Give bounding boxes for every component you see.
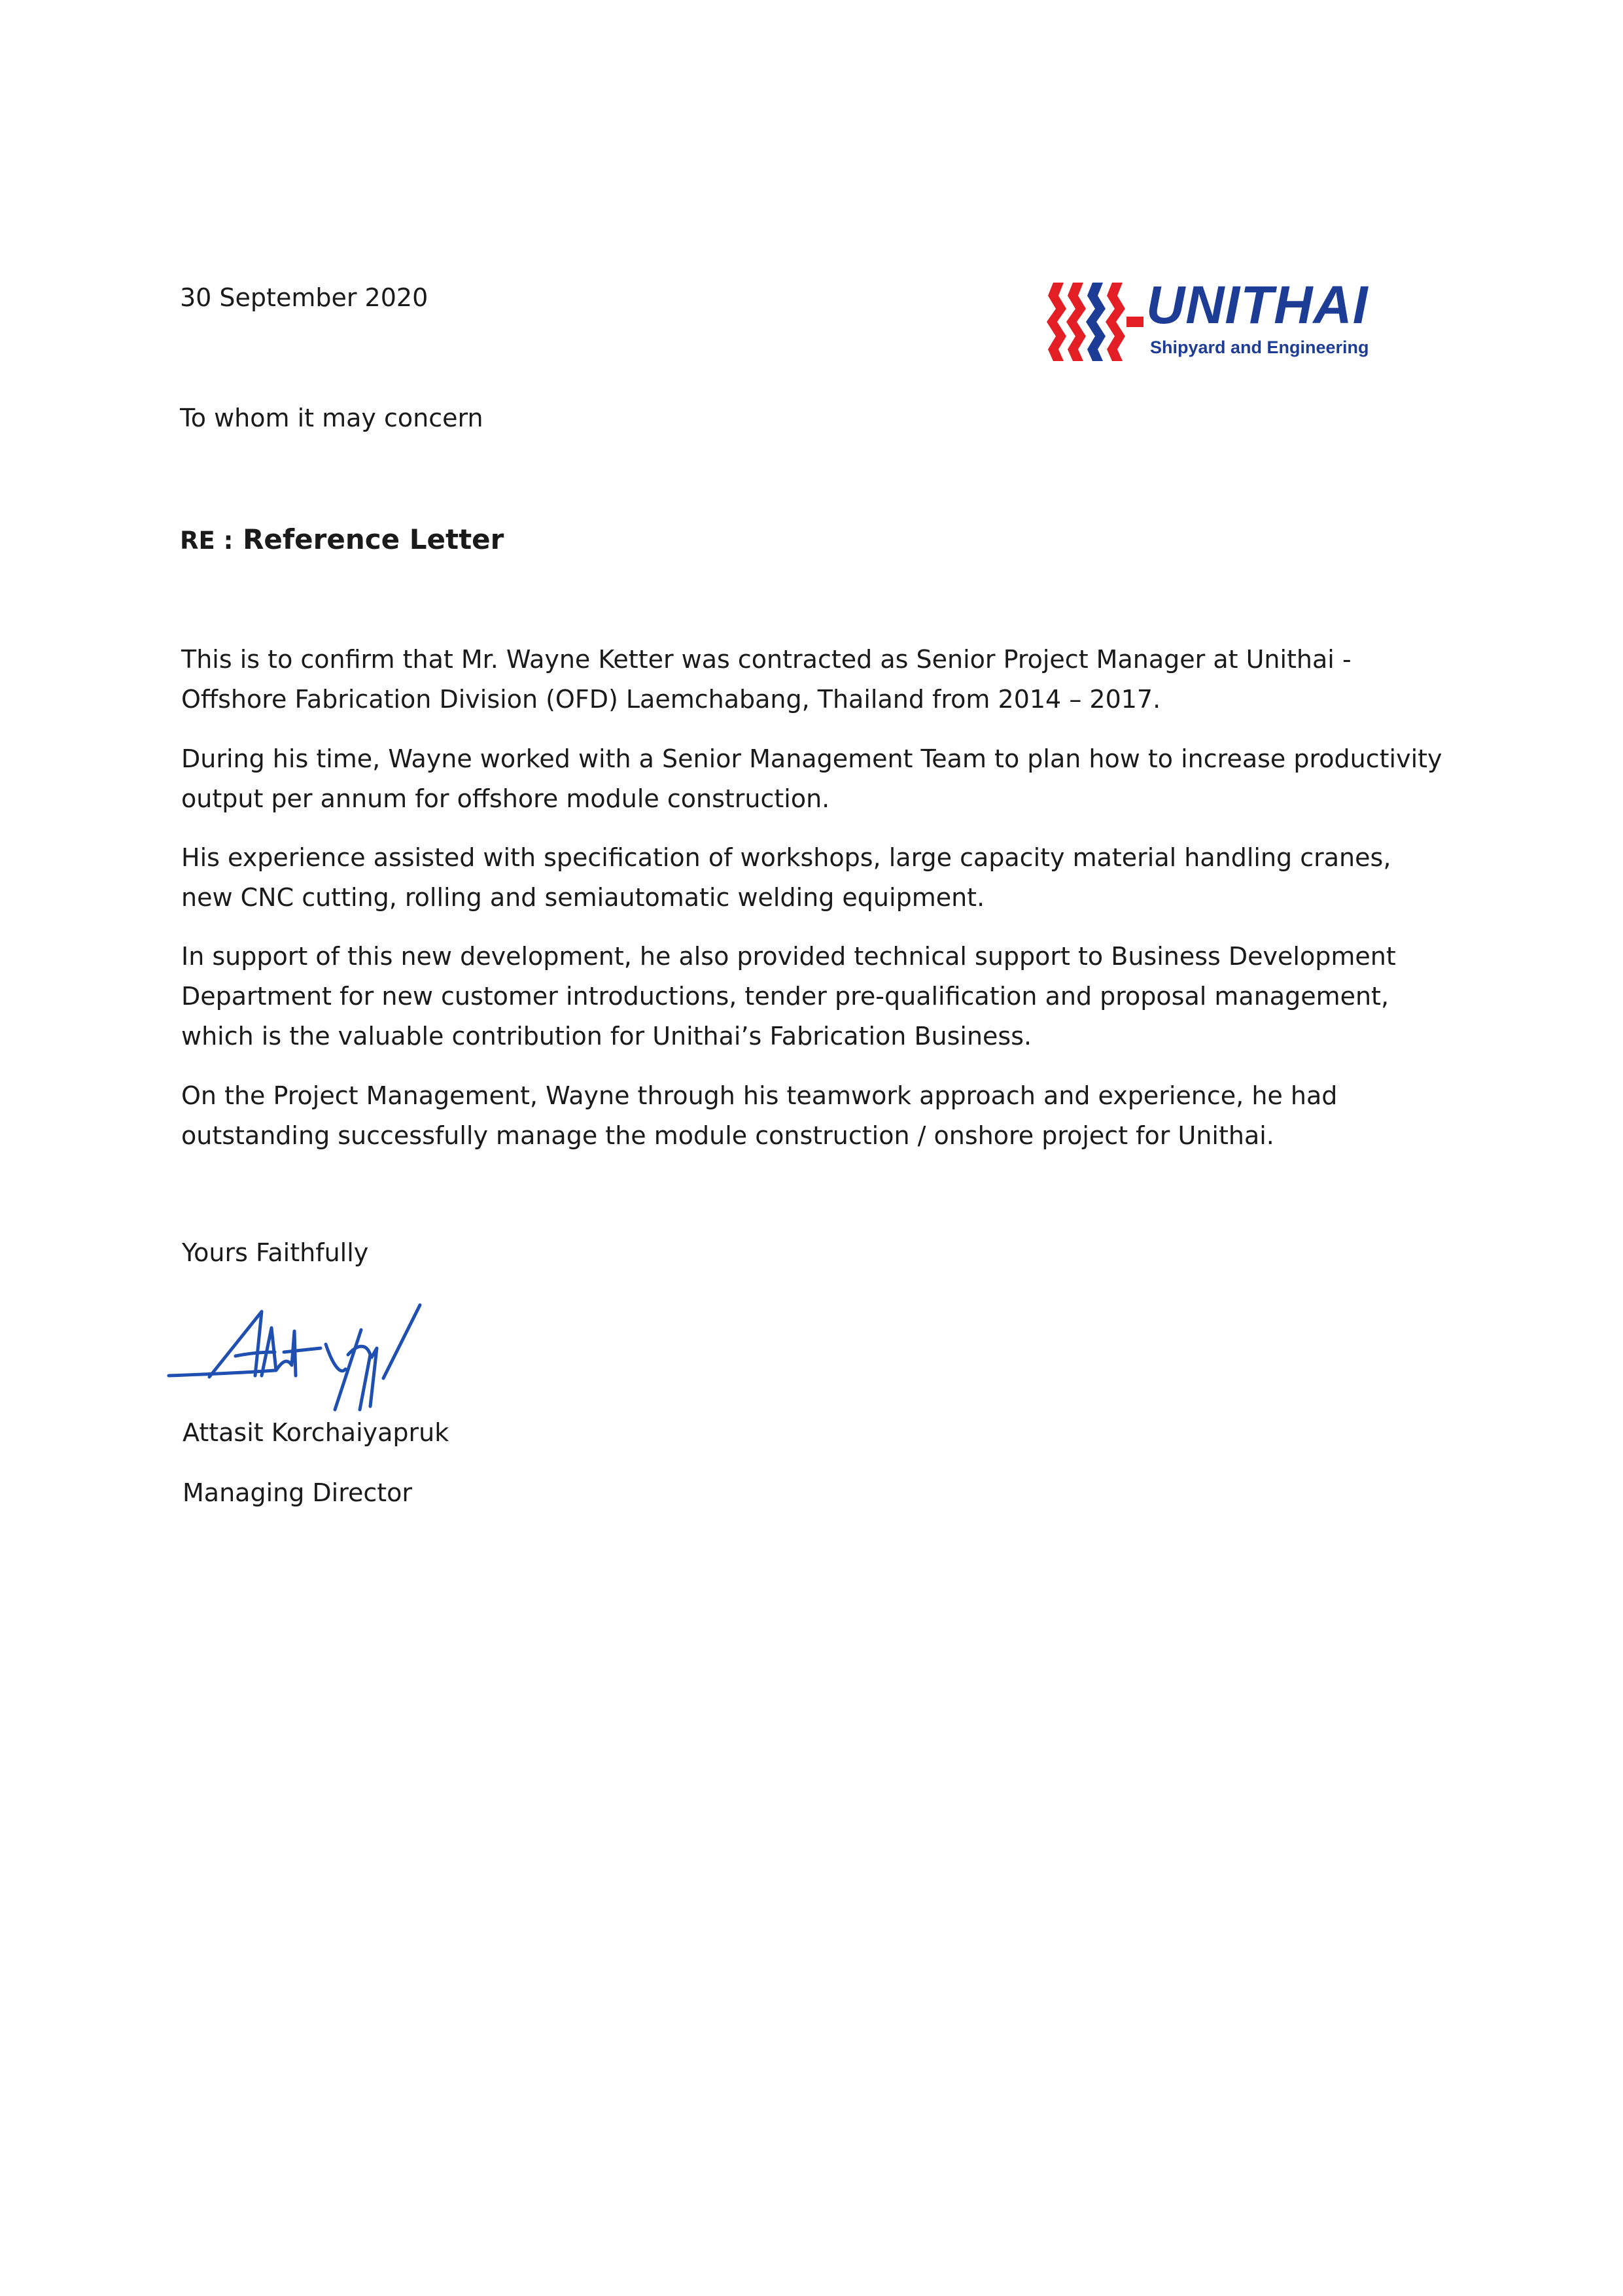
subject-prefix: RE : <box>180 527 234 555</box>
handwritten-signature <box>164 1292 478 1433</box>
body-paragraph: His experience assisted with specification of workshops, large capacity material handling cranes, new CNC cutting, rolling and semiautomatic welding equipment. <box>181 843 1391 912</box>
body-paragraph: On the Project Management, Wayne through his teamwork approach and experience, he had outstanding successfully manage the module construction / onshore project for Unithai. <box>181 1081 1338 1150</box>
company-logo <box>1047 273 1387 365</box>
salutation: To whom it may concern <box>180 404 483 432</box>
signer-name: Attasit Korchaiyapruk <box>183 1418 449 1447</box>
body-paragraph: In support of this new development, he also provided technical support to Business Development Department for new customer introductions, tender pre-qualification and proposal management, which is the valuable contribution for Unithai’s Fabrication Business. <box>181 942 1396 1051</box>
subject-line <box>180 523 504 555</box>
brand-name: UNITHAI <box>1146 275 1369 335</box>
body-paragraph: During his time, Wayne worked with a Senior Management Team to plan how to increase productivity output per annum for offshore module construction. <box>181 744 1442 813</box>
closing-line: Yours Faithfully <box>182 1238 369 1267</box>
brand-tagline: Shipyard and Engineering <box>1150 338 1369 357</box>
body-paragraph: This is to confirm that Mr. Wayne Ketter was contracted as Senior Project Manager at Unithai - Offshore Fabrication Division (OFD) Laemchabang, Thailand from 2014 – 2017. <box>181 645 1352 714</box>
subject-title: Reference Letter <box>243 523 504 555</box>
unithai-wave-logo-icon <box>1047 279 1145 364</box>
letter-date: 30 September 2020 <box>180 283 428 312</box>
signer-title: Managing Director <box>183 1478 413 1507</box>
